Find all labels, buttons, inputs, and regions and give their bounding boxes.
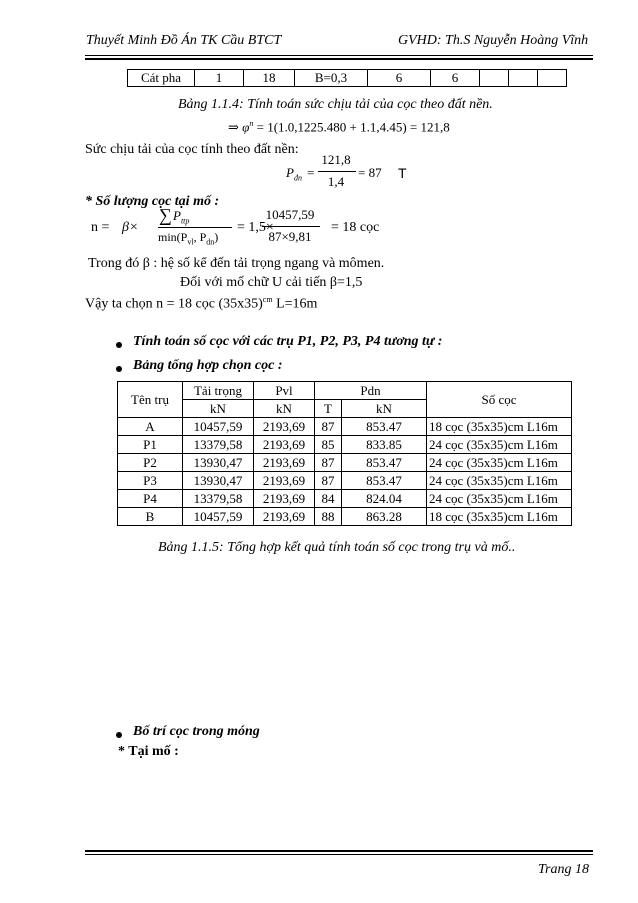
cell-count: 24 cọc (35x35)cm L16m	[427, 454, 572, 472]
abutment-note: Đối với mố chữ U cải tiến β=1,5	[180, 275, 363, 290]
p-letter: P	[173, 208, 181, 223]
n-equals: n =	[91, 220, 110, 235]
cell-load: 13930,47	[183, 472, 254, 490]
cell-load: 13930,47	[183, 454, 254, 472]
table-row	[118, 454, 572, 472]
formula-result: = 18 cọc	[331, 220, 380, 235]
header-rule-thin	[85, 55, 593, 56]
p-subscript: ttp	[180, 216, 190, 226]
cell-name: P1	[118, 436, 183, 454]
footer-rule-thin	[85, 854, 593, 855]
cell-pvl: 2193,69	[254, 436, 315, 454]
cell-count: 18 cọc (35x35)cm L16m	[427, 418, 572, 436]
section-heading: * Số lượng cọc tại mố :	[85, 194, 220, 209]
p-dn-symbol	[286, 165, 302, 183]
beta-explanation: Trong đó β : hệ số kể đến tải trọng ngang và mômen.	[88, 256, 385, 271]
length-text: L=16m	[272, 296, 318, 312]
unit-cell: kN	[183, 400, 254, 418]
table-cell: 18	[244, 70, 295, 87]
table-row	[118, 418, 572, 436]
footer-rule-thick	[85, 850, 593, 852]
bullet-icon	[116, 366, 122, 372]
fraction-denominator: 87×9,81	[268, 229, 312, 244]
table-header-row	[118, 382, 572, 400]
cell-pvl: 2193,69	[254, 454, 315, 472]
min-close: )	[214, 230, 219, 244]
table-cell	[509, 70, 538, 87]
cell-count: 18 cọc (35x35)cm L16m	[427, 508, 572, 526]
vl-subscript: vl	[187, 237, 194, 247]
cell-t: 87	[315, 454, 342, 472]
dn-subscript: dn	[206, 237, 215, 247]
table-cell	[480, 70, 509, 87]
table-cell: 6	[431, 70, 480, 87]
table-cell: B=0,3	[295, 70, 368, 87]
bullet-text: Bảng tổng hợp chọn cọc :	[133, 358, 283, 373]
header-right: GVHD: Th.S Nguyễn Hoàng Vĩnh	[398, 33, 589, 48]
cell-kn: 824.04	[342, 490, 427, 508]
fraction-bar	[318, 171, 356, 172]
cell-t: 87	[315, 472, 342, 490]
page-number: Trang 18	[538, 862, 589, 877]
cell-count: 24 cọc (35x35)cm L16m	[427, 436, 572, 454]
fraction-numerator: 10457,59	[265, 207, 315, 222]
cell-name: P2	[118, 454, 183, 472]
table-cell: 6	[368, 70, 431, 87]
soil-table-fragment	[127, 69, 567, 87]
cell-t: 84	[315, 490, 342, 508]
unit-cell: kN	[342, 400, 427, 418]
choice-line	[85, 295, 317, 313]
table-row	[118, 508, 572, 526]
header-rule-thick	[85, 58, 593, 60]
table-cell: 1	[195, 70, 244, 87]
fraction-bar	[262, 226, 320, 227]
cell-name: P3	[118, 472, 183, 490]
subheading-abutment: * Tại mố :	[118, 744, 179, 759]
phi-symbol: φ	[242, 119, 250, 135]
unit-label: T	[398, 165, 407, 181]
cell-load: 10457,59	[183, 418, 254, 436]
header-cell: Tên trụ	[118, 382, 183, 418]
bullet-icon	[116, 732, 122, 738]
sum-term	[173, 208, 189, 226]
cell-t: 88	[315, 508, 342, 526]
cell-pvl: 2193,69	[254, 418, 315, 436]
cell-kn: 853.47	[342, 472, 427, 490]
table-row	[128, 70, 567, 87]
cell-t: 87	[315, 418, 342, 436]
formula-phi	[228, 119, 450, 135]
cell-t: 85	[315, 436, 342, 454]
cell-name: P4	[118, 490, 183, 508]
cell-pvl: 2193,69	[254, 490, 315, 508]
cell-load: 13379,58	[183, 490, 254, 508]
header-left: Thuyết Minh Đồ Án TK Cầu BTCT	[86, 33, 282, 48]
bullet-text: Tính toán số cọc với các trụ P1, P2, P3, P4 tương tự :	[133, 334, 443, 349]
unit-cell: kN	[254, 400, 315, 418]
cell-kn: 853.47	[342, 454, 427, 472]
cell-pvl: 2193,69	[254, 472, 315, 490]
p-subscript: đn	[293, 173, 302, 183]
table-cell	[538, 70, 567, 87]
fraction-bar	[158, 227, 232, 228]
sum-symbol: ∑	[159, 205, 172, 225]
cm-superscript: cm	[262, 295, 273, 304]
beta-times: β×	[122, 220, 139, 235]
header-cell: Số cọc	[427, 382, 572, 418]
cell-name: B	[118, 508, 183, 526]
header-cell: Tải trọng	[183, 382, 254, 400]
cell-count: 24 cọc (35x35)cm L16m	[427, 490, 572, 508]
bullet-text: Bố trí cọc trong móng	[133, 724, 260, 739]
min-mid: , P	[193, 230, 207, 244]
capacity-text: Sức chịu tải của cọc tính theo đất nền:	[85, 142, 299, 157]
cell-kn: 863.28	[342, 508, 427, 526]
unit-cell: T	[315, 400, 342, 418]
cell-count: 24 cọc (35x35)cm L16m	[427, 472, 572, 490]
formula-result: = 87	[358, 165, 382, 180]
table-row	[118, 472, 572, 490]
cell-load: 13379,58	[183, 436, 254, 454]
p-letter: P	[286, 165, 294, 180]
phi-superscript: n	[249, 119, 254, 128]
formula-body: = 1(1.0,1225.480 + 1.1,4.45) = 121,8	[256, 119, 450, 135]
equals-beta: = 1,5×	[237, 220, 274, 235]
table-row	[118, 490, 572, 508]
cell-name: A	[118, 418, 183, 436]
min-open: min(P	[158, 230, 188, 244]
implies-symbol: ⇒	[228, 119, 239, 135]
fraction-numerator: 121,8	[321, 152, 351, 167]
table-caption: Bảng 1.1.4: Tính toán sức chịu tải của cọc theo đất nền.	[178, 97, 493, 112]
cell-pvl: 2193,69	[254, 508, 315, 526]
bullet-icon	[116, 342, 122, 348]
header-cell: Pvl	[254, 382, 315, 400]
equals-sign: =	[307, 165, 315, 180]
table-caption: Bảng 1.1.5: Tổng hợp kết quả tính toán số cọc trong trụ và mố..	[158, 540, 516, 555]
header-cell: Pdn	[315, 382, 427, 400]
pile-summary-table	[117, 381, 572, 526]
cell-load: 10457,59	[183, 508, 254, 526]
table-row	[118, 436, 572, 454]
min-term	[158, 230, 218, 246]
fraction-denominator: 1,4	[327, 174, 345, 189]
choice-text: Vậy ta chọn n = 18 cọc (35x35)	[85, 296, 263, 312]
cell-kn: 833.85	[342, 436, 427, 454]
table-cell: Cát pha	[128, 70, 195, 87]
cell-kn: 853.47	[342, 418, 427, 436]
